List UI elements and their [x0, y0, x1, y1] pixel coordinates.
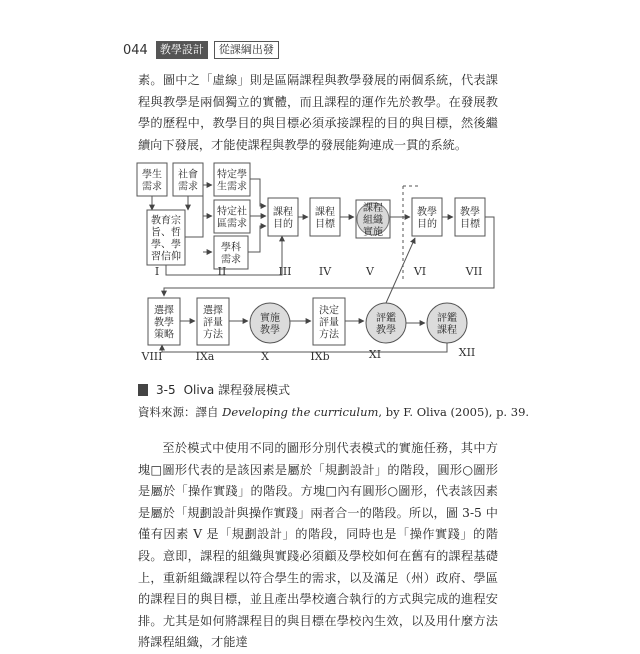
- node-label-line: 課程: [363, 203, 383, 214]
- node-n1: [137, 163, 167, 196]
- node-label-line: 實施: [260, 313, 280, 324]
- node-n10: [412, 198, 442, 236]
- node-label-line: 決定: [319, 305, 339, 317]
- node-n15: [313, 298, 345, 345]
- node-label-line: 教學: [376, 325, 396, 336]
- node-label-line: 區需求: [217, 218, 247, 230]
- node-label-line: 特定學: [217, 169, 247, 181]
- node-n12: [148, 298, 180, 345]
- stage-label: X: [261, 350, 269, 363]
- stage-label: VI: [413, 265, 427, 278]
- node-label-line: 目標: [315, 219, 335, 230]
- node-label-line: 評鑑: [376, 313, 396, 324]
- figure-icon: [138, 384, 148, 396]
- node-label-line: 旨、哲: [151, 227, 181, 239]
- node-n16: [366, 303, 406, 343]
- node-label-line: 方法: [319, 329, 339, 341]
- node-label-line: 實施: [363, 227, 383, 238]
- node-label-line: 方法: [203, 329, 223, 341]
- node-label-line: 特定社: [217, 206, 247, 218]
- stage-label: XII: [458, 346, 476, 359]
- node-label-line: 學、學: [151, 239, 181, 251]
- stage-label: I: [154, 265, 160, 278]
- stage-label: IXb: [310, 350, 330, 363]
- subsection-title: 從課綱出發: [214, 41, 279, 59]
- figure-source: [138, 404, 529, 420]
- node-n9: [356, 200, 390, 238]
- paragraph-intro-text: 素。圖中之「虛線」則是區隔課程與教學發展的兩個系統，代表課程與教學是兩個獨立的實體，而且課程的運作先於教學。在發展教學的歷程中，教學目的與目標必須承接課程的目的與目標，然後繼續向下發展，才能使課程與教學的發展能夠連成一貫的系統。: [138, 73, 498, 152]
- node-label-line: 目的: [273, 219, 293, 230]
- page-number: 044: [123, 42, 148, 58]
- node-label-line: 教學: [417, 207, 437, 218]
- node-label-line: 策略: [154, 329, 174, 341]
- node-label-line: 教育宗: [151, 215, 181, 227]
- node-label-line: 需求: [221, 254, 241, 266]
- node-n13: [197, 298, 229, 345]
- node-n3: [147, 210, 185, 265]
- node-label-line: 需求: [142, 181, 162, 193]
- node-label-line: 教學: [260, 325, 280, 336]
- figure-title: Oliva 課程發展模式: [183, 383, 290, 397]
- section-title: 教學設計: [156, 41, 208, 59]
- node-label-line: 學科: [221, 242, 241, 254]
- stage-label: IXa: [195, 350, 215, 363]
- node-label-line: 教學: [460, 207, 480, 218]
- source-suffix: , by F. Oliva (2005), p. 39.: [378, 405, 530, 419]
- node-n7: [268, 198, 298, 236]
- node-label-line: 評量: [203, 317, 223, 329]
- figure-number: 3-5: [156, 382, 176, 397]
- node-label-line: 課程: [273, 207, 293, 218]
- node-n4: [214, 163, 250, 196]
- figure-caption: [138, 381, 290, 398]
- node-label-line: 組織: [363, 215, 383, 226]
- node-n11: [455, 198, 485, 236]
- stage-label: VII: [465, 265, 483, 278]
- source-prefix: 資料來源：譯自: [138, 405, 223, 419]
- node-label-line: 目的: [417, 219, 437, 230]
- node-label-line: 目標: [460, 219, 480, 230]
- paragraph-body: [138, 438, 498, 654]
- node-label-line: 習信仰: [151, 251, 181, 263]
- node-n14: [250, 303, 290, 343]
- node-label-line: 教學: [154, 317, 174, 329]
- node-n5: [214, 200, 250, 233]
- node-label-line: 課程: [315, 207, 335, 218]
- paragraph-body-text: 至於模式中使用不同的圖形分別代表模式的實施任務，其中方塊□圖形代表的是該因素是屬於「規劃設計」的階段，圓形○圖形是屬於「操作實踐」的階段。方塊□內有圓形○圖形，代表該因素是屬於「規劃設計與操作實踐」兩者合一的階段。所以，圖 3-5 中僅有因素 V 是「規劃設計」的階段，同時也是「操作實踐」的階段。意即，課程的組織與實踐必須顧及學校如何在舊有的課程基礎上，重新組織課程以符合學生的需求，以及滿足（州）政府、學區的課程目的與目標，並且產出學校適合執行的方式與完成的進程安排。尤其是如何將課程目的與目標在學校內生效，以及用什麼方法將課程組織，才能達: [138, 441, 498, 650]
- stage-label: III: [278, 265, 292, 278]
- node-label-line: 評量: [319, 317, 339, 329]
- stage-label: VIII: [141, 350, 163, 363]
- stage-label: V: [366, 265, 374, 278]
- stage-label: IV: [318, 265, 332, 278]
- node-n17: [427, 303, 467, 343]
- node-label-line: 課程: [437, 325, 457, 336]
- source-book: Developing the curriculum: [222, 405, 379, 419]
- node-n8: [310, 198, 340, 236]
- node-label-line: 生需求: [217, 181, 247, 193]
- stage-label: XI: [368, 348, 382, 361]
- node-label-line: 社會: [178, 169, 198, 181]
- node-label-line: 評鑑: [437, 313, 457, 324]
- stage-label: II: [217, 265, 227, 278]
- node-label-line: 選擇: [154, 305, 174, 317]
- node-n2: [173, 163, 203, 196]
- node-label-line: 需求: [178, 181, 198, 193]
- node-label-line: 選擇: [203, 305, 223, 317]
- node-label-line: 學生: [142, 169, 162, 181]
